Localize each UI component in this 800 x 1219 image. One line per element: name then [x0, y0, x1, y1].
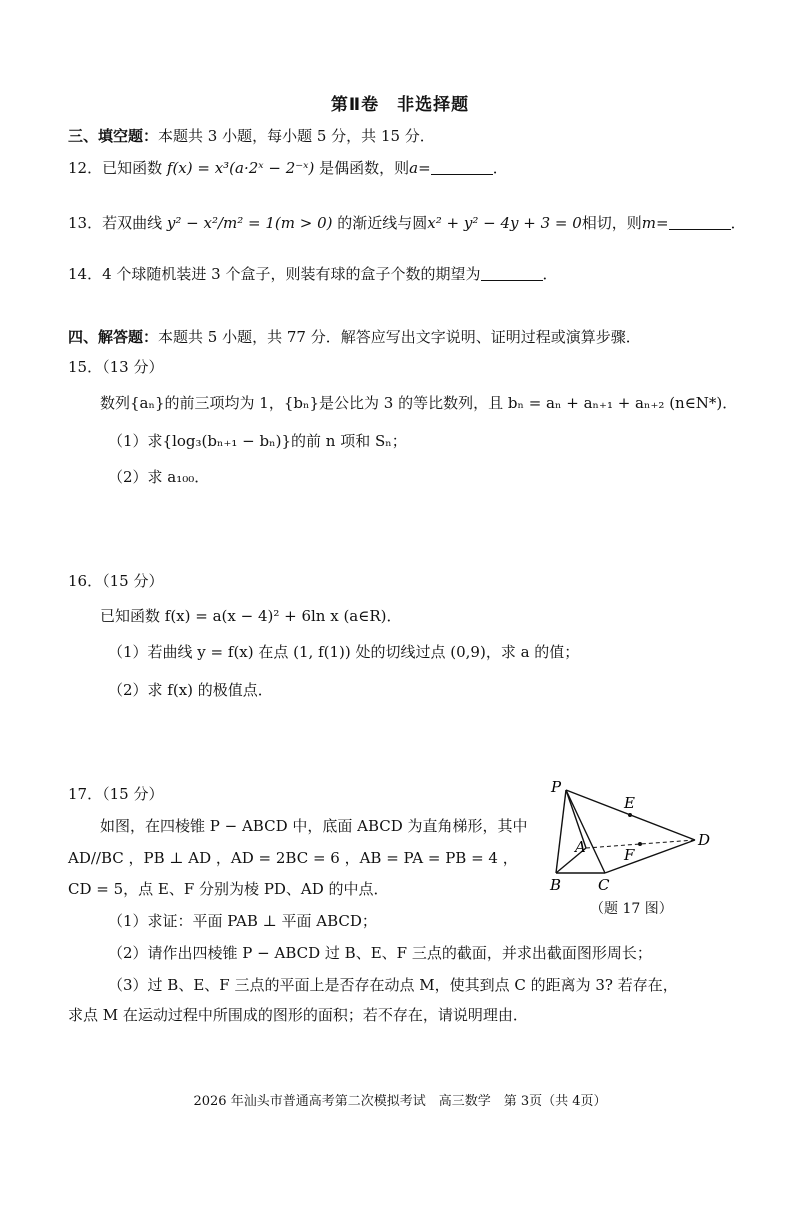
pyramid-figure — [548, 780, 718, 895]
q16-part2: （2）求 f(x) 的极值点． — [108, 681, 273, 699]
q12-answer-blank[interactable] — [431, 160, 493, 175]
edge-CD — [605, 840, 695, 873]
section4-heading: 四、解答题： — [68, 328, 159, 346]
q12-pre: 已知函数 — [102, 159, 163, 177]
label-P: P — [551, 780, 562, 796]
edge-PB — [556, 790, 566, 873]
q17-header — [68, 783, 163, 804]
q15-stem: 数列{aₙ}的前三项均为 1，{bₙ}是公比为 3 的等比数列，且 bₙ = aₙ + aₙ₊₁ + aₙ₊₂ (n∈N*)． — [100, 394, 738, 412]
q14-text: 4 个球随机装进 3 个盒子，则装有球的盒子个数的期望为 — [102, 265, 481, 283]
q14 — [68, 263, 558, 284]
section3-desc: 本题共 3 小题，每小题 5 分，共 15 分． — [158, 127, 435, 145]
label-E: E — [624, 794, 635, 812]
label-C: C — [598, 876, 610, 894]
q17-part2: （2）请作出四棱锥 P − ABCD 过 B、E、F 三点的截面，并求出截面图形周长； — [108, 944, 652, 962]
q16-score: （15 分） — [102, 572, 164, 590]
point-F — [638, 842, 642, 846]
q12-var: a — [409, 159, 419, 177]
q14-number: 14． — [68, 265, 103, 283]
q16-stem: 已知函数 f(x) = a(x − 4)² + 6ln x (a∈R)． — [100, 607, 402, 625]
q12-expr: f(x) = x³(a·2ˣ − 2⁻ˣ) — [166, 159, 315, 177]
q14-end: ． — [542, 265, 558, 283]
q17-score: （15 分） — [102, 785, 164, 803]
section3-heading: 三、填空题： — [68, 127, 159, 145]
section4-line — [68, 326, 641, 347]
q15-part2: （2）求 a₁₀₀． — [108, 468, 210, 486]
q15-number: 15． — [68, 358, 103, 376]
q16-number: 16． — [68, 572, 103, 590]
label-B: B — [550, 876, 562, 894]
figure-caption: （题 17 图） — [590, 901, 673, 917]
q12-eq: = — [418, 159, 431, 177]
q17-part3a: （3）过 B、E、F 三点的平面上是否存在动点 M，使其到点 C 的距离为 3? 若存在， — [108, 976, 678, 994]
q16-header — [68, 570, 163, 591]
q13-pre: 若双曲线 — [102, 214, 163, 232]
q17-part3b: 求点 M 在运动过程中所围成的图形的面积；若不存在，请说明理由． — [68, 1006, 528, 1024]
point-E — [628, 813, 632, 817]
q14-answer-blank[interactable] — [481, 266, 543, 281]
label-D: D — [698, 831, 711, 849]
q15-score: （13 分） — [102, 358, 164, 376]
q17-part1: （1）求证：平面 PAB ⊥ 平面 ABCD； — [108, 912, 377, 930]
q17-line2: AD//BC ，PB ⊥ AD ，AD = 2BC = 6 ，AB = PA = PB = 4 ， — [68, 849, 518, 867]
q13-mid2: 相切，则 — [581, 214, 642, 232]
q12 — [68, 157, 508, 178]
label-A: A — [575, 838, 586, 856]
q17-line3: CD = 5，点 E、F 分别为棱 PD、AD 的中点． — [68, 880, 389, 898]
q13-eq: = — [656, 214, 669, 232]
q13-number: 13． — [68, 214, 103, 232]
q13-mid: 的渐近线与圆 — [337, 214, 428, 232]
q12-mid: 是偶函数，则 — [319, 159, 410, 177]
q16-part1: （1）若曲线 y = f(x) 在点 (1, f(1)) 处的切线过点 (0,9)，求 a 的值； — [108, 643, 580, 661]
q15-part1: （1）求{log₃(bₙ₊₁ − bₙ)}的前 n 项和 Sₙ； — [108, 432, 407, 450]
section3-line — [68, 125, 435, 146]
q17-number: 17． — [68, 785, 103, 803]
section4-desc: 本题共 5 小题，共 77 分．解答应写出文字说明、证明过程或演算步骤． — [158, 328, 641, 346]
q13-end: ． — [730, 214, 746, 232]
page-title: 第Ⅱ卷 非选择题 — [330, 95, 470, 115]
q13-var: m — [641, 214, 657, 232]
q15-header — [68, 356, 163, 377]
q13-circle: x² + y² − 4y + 3 = 0 — [427, 214, 582, 232]
q12-number: 12． — [68, 159, 103, 177]
q13-expr: y² − x²/m² = 1(m > 0) — [166, 214, 333, 232]
q17-line1: 如图，在四棱锥 P − ABCD 中，底面 ABCD 为直角梯形，其中 — [100, 817, 528, 835]
q13 — [68, 212, 746, 233]
q12-end: ． — [492, 159, 508, 177]
label-F: F — [624, 846, 635, 864]
q13-answer-blank[interactable] — [669, 215, 731, 230]
page-footer: 2026 年汕头市普通高考第二次模拟考试 高三数学 第 3页（共 4页） — [193, 1094, 607, 1109]
